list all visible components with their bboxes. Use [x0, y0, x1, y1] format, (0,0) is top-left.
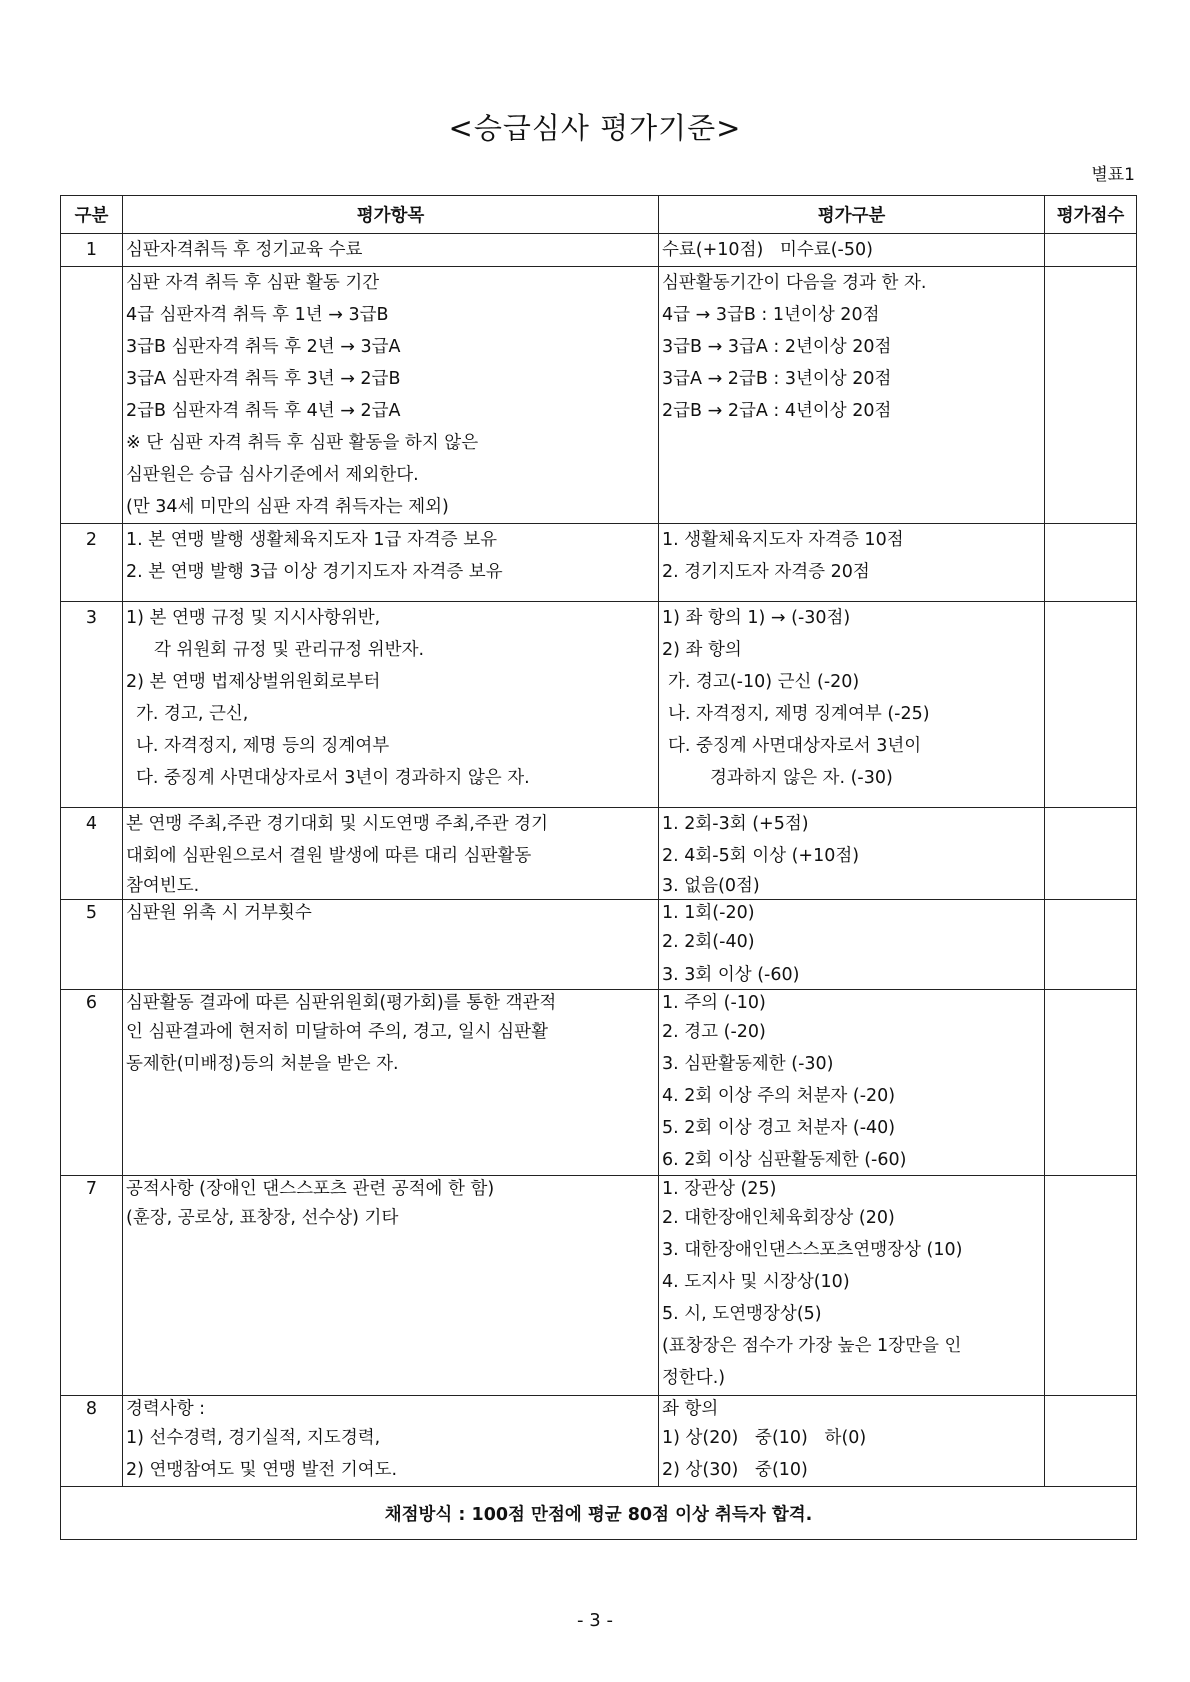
item-line: (훈장, 공로상, 표창장, 선수상) 기타 — [126, 1208, 399, 1228]
score-cell — [1045, 1396, 1137, 1487]
criteria-line: 수료(+10점) 미수료(-50) — [662, 240, 873, 260]
scoring-method: 채점방식 : 100점 만점에 평균 80점 이상 취득자 합격. — [61, 1487, 1137, 1540]
row-number-text: 2 — [85, 530, 98, 550]
criteria-cell — [659, 602, 1045, 808]
table-row — [61, 267, 1137, 524]
row-number — [61, 267, 123, 524]
row-number-text: 4 — [85, 814, 98, 834]
criteria-cell — [659, 524, 1045, 602]
criteria-cell — [659, 900, 1045, 990]
item-cell — [123, 602, 659, 808]
header-item: 평가항목 — [123, 196, 659, 234]
criteria-cell — [659, 234, 1045, 267]
criteria-line: 1. 장관상 (25) — [662, 1179, 777, 1199]
criteria-line: 3. 3회 이상 (-60) — [662, 965, 800, 985]
criteria-line: 2) 좌 항의 — [662, 640, 742, 660]
item-line: 2. 본 연맹 발행 3급 이상 경기지도자 자격증 보유 — [126, 562, 503, 582]
row-number-text: 3 — [85, 608, 98, 628]
item-line: 가. 경고, 근신, — [136, 704, 249, 724]
item-line: 2) 본 연맹 법제상벌위원회로부터 — [126, 672, 381, 692]
item-line: 3급A 심판자격 취득 후 3년 → 2급B — [126, 369, 401, 389]
criteria-line: 나. 자격정지, 제명 징계여부 (-25) — [668, 704, 930, 724]
item-line: 1) 선수경력, 경기실적, 지도경력, — [126, 1428, 381, 1448]
item-line: 참여빈도. — [126, 876, 200, 896]
row-number — [61, 990, 123, 1176]
item-line: 동제한(미배정)등의 처분을 받은 자. — [126, 1054, 399, 1074]
item-line: 심판자격취득 후 정기교육 수료 — [126, 240, 363, 260]
item-line: 1. 본 연맹 발행 생활체육지도자 1급 자격증 보유 — [126, 530, 498, 550]
item-line: 심판원 위촉 시 거부횟수 — [126, 903, 312, 923]
item-line: 경력사항 : — [126, 1399, 206, 1419]
criteria-line: 1. 주의 (-10) — [662, 993, 766, 1013]
item-line: 다. 중징계 사면대상자로서 3년이 경과하지 않은 자. — [136, 768, 530, 788]
item-line: (만 34세 미만의 심판 자격 취득자는 제외) — [126, 497, 449, 517]
criteria-line: 2급B → 2급A : 4년이상 20점 — [662, 401, 892, 421]
table-header-row — [61, 196, 1137, 234]
table-row — [61, 900, 1137, 990]
row-number-text: 8 — [85, 1399, 98, 1419]
row-number-text: 1 — [85, 240, 98, 260]
header-criteria: 평가구분 — [659, 196, 1045, 234]
table-footer-row — [61, 1487, 1137, 1540]
row-number — [61, 808, 123, 900]
row-number-text: 6 — [85, 993, 98, 1013]
criteria-cell — [659, 267, 1045, 524]
criteria-line: 다. 중징계 사면대상자로서 3년이 — [668, 736, 922, 756]
criteria-cell — [659, 990, 1045, 1176]
item-line: 4급 심판자격 취득 후 1년 → 3급B — [126, 305, 389, 325]
item-line: 2) 연맹참여도 및 연맹 발전 기여도. — [126, 1460, 398, 1480]
row-number — [61, 900, 123, 990]
criteria-line: 정한다.) — [662, 1368, 726, 1388]
score-cell — [1045, 524, 1137, 602]
criteria-line: 심판활동기간이 다음을 경과 한 자. — [662, 273, 927, 293]
criteria-line: 4. 2회 이상 주의 처분자 (-20) — [662, 1086, 896, 1106]
criteria-cell — [659, 808, 1045, 900]
table-row — [61, 990, 1137, 1176]
item-cell — [123, 234, 659, 267]
criteria-line: 5. 시, 도연맹장상(5) — [662, 1304, 822, 1324]
score-cell — [1045, 602, 1137, 808]
criteria-line: 1) 좌 항의 1) → (-30점) — [662, 608, 851, 628]
criteria-line: 3. 심판활동제한 (-30) — [662, 1054, 834, 1074]
criteria-line: 5. 2회 이상 경고 처분자 (-40) — [662, 1118, 896, 1138]
item-line: 인 심판결과에 현저히 미달하여 주의, 경고, 일시 심판활 — [126, 1022, 548, 1042]
item-line: 심판 자격 취득 후 심판 활동 기간 — [126, 273, 380, 293]
row-number — [61, 1176, 123, 1396]
criteria-line: 3급B → 3급A : 2년이상 20점 — [662, 337, 892, 357]
item-line: ※ 단 심판 자격 취득 후 심판 활동을 하지 않은 — [126, 433, 479, 453]
item-line: 3급B 심판자격 취득 후 2년 → 3급A — [126, 337, 401, 357]
criteria-line: 2. 경고 (-20) — [662, 1022, 766, 1042]
annex-label: 별표1 — [1091, 165, 1135, 185]
criteria-line: 1. 1회(-20) — [662, 903, 755, 923]
table-row — [61, 808, 1137, 900]
criteria-line: 2. 경기지도자 자격증 20점 — [662, 562, 870, 582]
page-number: - 3 - — [577, 1610, 613, 1631]
header-no: 구분 — [61, 196, 123, 234]
criteria-line: 1) 상(20) 중(10) 하(0) — [662, 1428, 867, 1448]
score-cell — [1045, 990, 1137, 1176]
criteria-line: 2. 대한장애인체육회장상 (20) — [662, 1208, 895, 1228]
criteria-line: 좌 항의 — [662, 1399, 719, 1419]
item-line: 2급B 심판자격 취득 후 4년 → 2급A — [126, 401, 401, 421]
item-line: 공적사항 (장애인 댄스스포츠 관련 공적에 한 함) — [126, 1179, 495, 1199]
row-number-text: 7 — [85, 1179, 98, 1199]
table-row — [61, 524, 1137, 602]
item-cell — [123, 524, 659, 602]
item-cell — [123, 990, 659, 1176]
item-line: 각 위원회 규정 및 관리규정 위반자. — [154, 640, 425, 660]
header-score: 평가점수 — [1045, 196, 1137, 234]
item-line: 대회에 심판원으로서 결원 발생에 따른 대리 심판활동 — [126, 846, 532, 866]
criteria-line: 경과하지 않은 자. (-30) — [710, 768, 893, 788]
item-line: 1) 본 연맹 규정 및 지시사항위반, — [126, 608, 381, 628]
criteria-line: 1. 2회-3회 (+5점) — [662, 814, 809, 834]
table-row — [61, 602, 1137, 808]
score-cell — [1045, 1176, 1137, 1396]
criteria-line: 4급 → 3급B : 1년이상 20점 — [662, 305, 880, 325]
criteria-line: 4. 도지사 및 시장상(10) — [662, 1272, 850, 1292]
item-cell — [123, 1176, 659, 1396]
table-row — [61, 234, 1137, 267]
item-line: 본 연맹 주최,주관 경기대회 및 시도연맹 주최,주관 경기 — [126, 814, 548, 834]
criteria-line: (표창장은 점수가 가장 높은 1장만을 인 — [662, 1336, 962, 1356]
item-cell — [123, 900, 659, 990]
criteria-line: 6. 2회 이상 심판활동제한 (-60) — [662, 1150, 907, 1170]
item-cell — [123, 1396, 659, 1487]
score-cell — [1045, 234, 1137, 267]
row-number-text: 5 — [85, 903, 98, 923]
table-row — [61, 1396, 1137, 1487]
evaluation-table — [60, 195, 1137, 1540]
score-cell — [1045, 808, 1137, 900]
table-row — [61, 1176, 1137, 1396]
score-cell — [1045, 900, 1137, 990]
item-cell — [123, 808, 659, 900]
item-line: 심판활동 결과에 따른 심판위원회(평가회)를 통한 객관적 — [126, 993, 557, 1013]
criteria-line: 2) 상(30) 중(10) — [662, 1460, 808, 1480]
item-line: 나. 자격정지, 제명 등의 징계여부 — [136, 736, 390, 756]
criteria-line: 3. 없음(0점) — [662, 876, 760, 896]
criteria-cell — [659, 1176, 1045, 1396]
criteria-line: 3. 대한장애인댄스스포츠연맹장상 (10) — [662, 1240, 963, 1260]
page-title: <승급심사 평가기준> — [448, 111, 742, 145]
criteria-cell — [659, 1396, 1045, 1487]
row-number — [61, 1396, 123, 1487]
row-number — [61, 602, 123, 808]
row-number — [61, 234, 123, 267]
criteria-line: 1. 생활체육지도자 자격증 10점 — [662, 530, 904, 550]
score-cell — [1045, 267, 1137, 524]
row-number — [61, 524, 123, 602]
criteria-line: 3급A → 2급B : 3년이상 20점 — [662, 369, 892, 389]
criteria-line: 가. 경고(-10) 근신 (-20) — [668, 672, 860, 692]
criteria-line: 2. 2회(-40) — [662, 932, 755, 952]
criteria-line: 2. 4회-5회 이상 (+10점) — [662, 846, 860, 866]
item-line: 심판원은 승급 심사기준에서 제외한다. — [126, 465, 419, 485]
item-cell — [123, 267, 659, 524]
